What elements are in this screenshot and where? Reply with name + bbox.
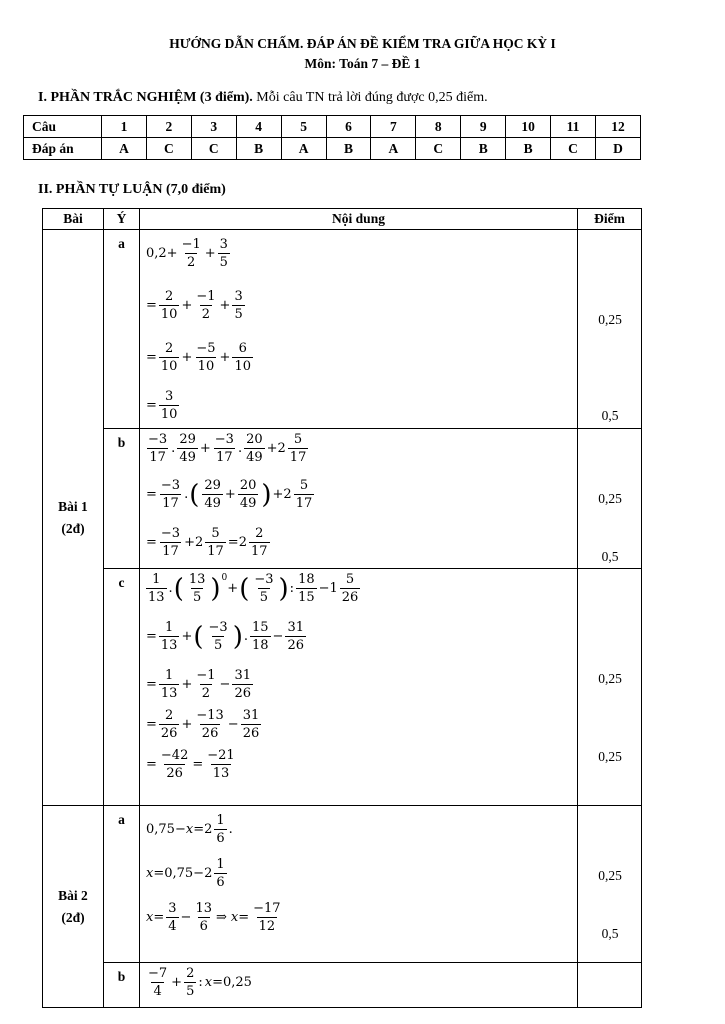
part-label: b [104, 963, 140, 1008]
page-subtitle: Môn: Toán 7 – ĐỀ 1 [304, 56, 421, 71]
score-cell: 0,25 0,25 [578, 569, 642, 806]
table-row [43, 429, 642, 569]
question-row: Câu 1 2 3 4 5 6 7 8 9 10 11 12 [24, 116, 641, 138]
solution-content: 0,2+ $\frac{-1}{2}$ + $\frac{3}{5}$ = $\frac{2}{10}$ + $\frac{-1}{2}$ + $\frac{3}{5}$ = $\frac{2}{10}$ + $\frac{-5}{10}$ + $\frac{6}{10}$ = $\frac{3}{10}$ [140, 230, 578, 429]
section-2-heading: II. PHẦN TỰ LUẬN (7,0 điểm) [38, 182, 226, 197]
table-row [43, 963, 642, 1008]
solution-content: $\frac{-7}{4}$ + $\frac{2}{5}$ : x =0,25 [140, 963, 578, 1008]
section-1-heading: I. PHẦN TRẮC NGHIỆM (3 điểm). Mỗi câu TN trả lời đúng được 0,25 điểm. [38, 90, 488, 105]
part-label: a [104, 806, 140, 963]
part-label: b [104, 429, 140, 569]
grading-table [42, 208, 642, 1008]
table-row [43, 230, 642, 429]
row-label: Câu [24, 116, 102, 138]
solution-content: 0,75− x =2 $\frac{1}{6}$ . x =0,75−2 $\frac{1}{6}$ x = $\frac{3}{4}$ − $\frac{13}{6}$ ⇒ x = $\frac{-17}{12}$ [140, 806, 578, 963]
score-cell: 0,25 0,5 [578, 806, 642, 963]
bai-2-label: Bài 2 (2đ) [43, 806, 104, 1008]
bai-1-label: Bài 1 (2đ) [43, 230, 104, 806]
score-cell: 0,25 0,5 [578, 230, 642, 429]
answer-table [23, 115, 641, 160]
answer-row: Đáp án A C C B A B A C B B C D [24, 138, 641, 160]
score-cell: 0,25 0,5 [578, 429, 642, 569]
table-row [43, 806, 642, 963]
header-row: Bài Ý Nội dung Điểm [43, 209, 642, 230]
part-label: a [104, 230, 140, 429]
score-cell [578, 963, 642, 1008]
solution-content: $\frac{-3}{17}$ . $\frac{29}{49}$ + $\frac{-3}{17}$ . $\frac{20}{49}$ +2 $\frac{5}{17}$ = $\frac{-3}{17}$ . ( $\frac{29}{49}$ + $\frac{20}{49}$ ) +2 $\frac{5}{17}$ = $\frac{-3}{17}$ +2 $\frac{5}{17}$ =2 $\frac{2}{17}$ [140, 429, 578, 569]
page-title: HƯỚNG DẪN CHẤM. ĐÁP ÁN ĐỀ KIỂM TRA GIỮA HỌC KỲ I [169, 36, 556, 51]
row-label: Đáp án [24, 138, 102, 160]
part-label: c [104, 569, 140, 806]
solution-content: $\frac{1}{13}$ . ( $\frac{13}{5}$ ) $^0$ + ( $\frac{-3}{5}$ ) : $\frac{18}{15}$ −1 $\frac{5}{26}$ = $\frac{1}{13}$ + ( $\frac{-3}{5}$ ) . $\frac{15}{18}$ − $\frac{31}{26}$ = $\frac{1}{13}$ + $\frac{-1}{2}$ − $\frac{31}{26}$ = $\frac{2}{26}$ + $\frac{-13}{26}$ − $\frac{31}{26}$ = $\frac{-42}{26}$ = $\frac{-21}{13}$ [140, 569, 578, 806]
table-row [43, 569, 642, 806]
